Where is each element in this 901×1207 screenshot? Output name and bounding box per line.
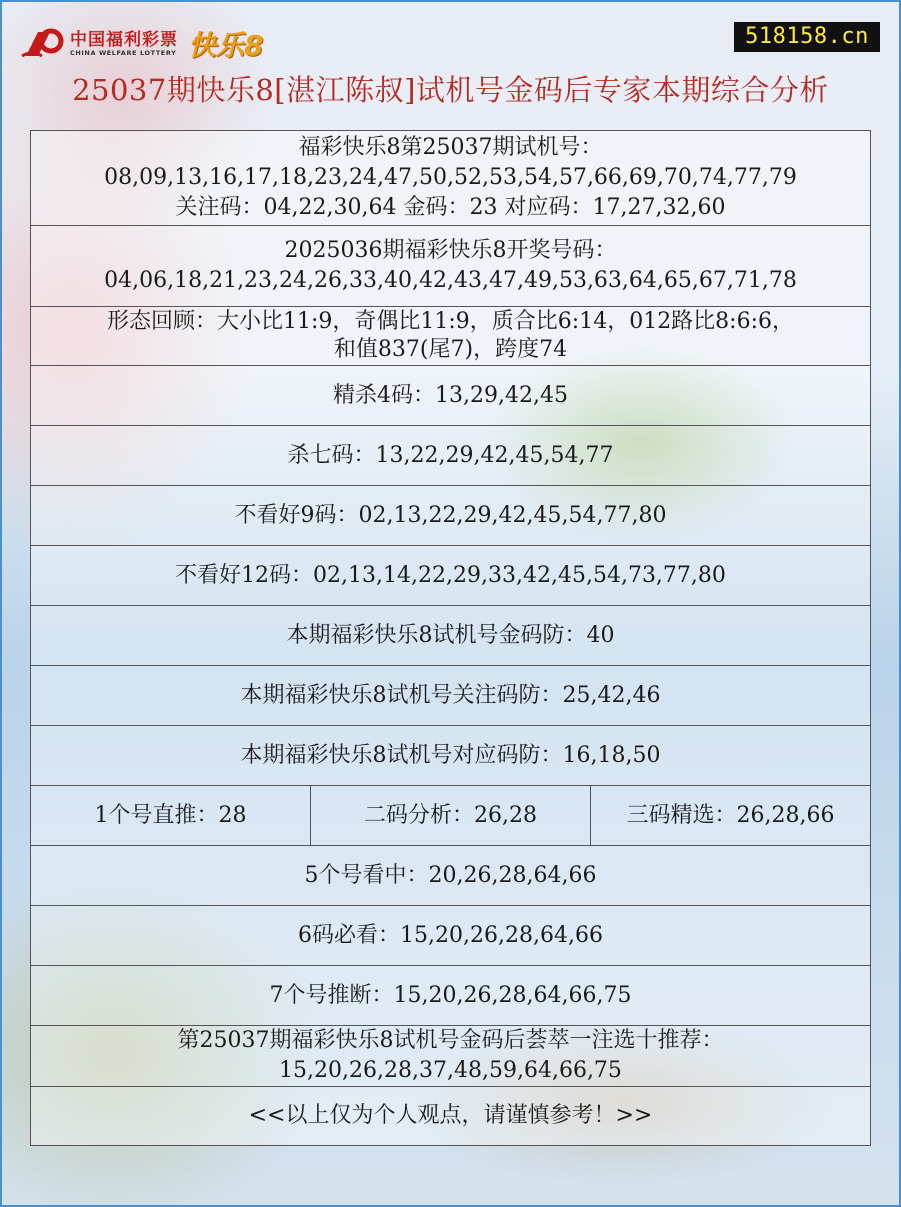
logo-chinese-text: 中国福利彩票: [70, 30, 178, 50]
page-title: 25037期快乐8[湛江陈叔]试机号金码后专家本期综合分析: [72, 73, 829, 107]
welfare-lottery-logo-icon: [20, 26, 64, 62]
bad9-row: [31, 486, 871, 546]
trial-number-cell: [31, 131, 871, 226]
gold-guard-row: [31, 606, 871, 666]
pick7-row: [31, 966, 871, 1026]
draw-numbers: 04,06,18,21,23,24,26,33,40,42,43,47,49,53,63,64,65,67,71,78: [104, 268, 797, 293]
pick10-numbers: 15,20,26,28,37,48,59,64,66,75: [279, 1058, 622, 1083]
corr-guard-row: [31, 726, 871, 786]
focus-guard-cell: 本期福彩快乐8试机号关注码防：25,42,46: [31, 666, 871, 726]
pick10-cell: [31, 1026, 871, 1087]
trial-codes: 关注码：04,22,30,64 金码：23 对应码：17,27,32,60: [175, 195, 726, 220]
pick6-cell: 6码必看：15,20,26,28,64,66: [31, 906, 871, 966]
kill7-row: [31, 426, 871, 486]
disclaimer-row: [31, 1087, 871, 1146]
kill4-cell: 精杀4码：13,29,42,45: [31, 366, 871, 426]
trial-numbers: 08,09,13,16,17,18,23,24,47,50,52,53,54,57,66,69,70,74,77,79: [104, 165, 797, 190]
picks-row: [31, 786, 871, 846]
focus-guard-row: [31, 666, 871, 726]
header: [2, 2, 899, 132]
pick6-row: [31, 906, 871, 966]
pick2-cell: 二码分析：26,28: [311, 786, 591, 846]
pattern-sum-span: 和值837(尾7)，跨度74: [333, 337, 568, 362]
corr-guard-cell: 本期福彩快乐8试机号对应码防：16,18,50: [31, 726, 871, 786]
draw-result-cell: [31, 226, 871, 307]
bad9-cell: 不看好9码：02,13,22,29,42,45,54,77,80: [31, 486, 871, 546]
trial-number-row: [31, 131, 871, 226]
gold-guard-cell: 本期福彩快乐8试机号金码防：40: [31, 606, 871, 666]
draw-heading: 2025036期福彩快乐8开奖号码：: [284, 238, 617, 263]
pick5-row: [31, 846, 871, 906]
bad12-row: [31, 546, 871, 606]
pick1-cell: 1个号直推：28: [31, 786, 311, 846]
pick7-cell: 7个号推断：15,20,26,28,64,66,75: [31, 966, 871, 1026]
lottery-logo: [20, 24, 263, 64]
pick10-row: [31, 1026, 871, 1087]
logo-english-text: CHINA WELFARE LOTTERY: [70, 49, 177, 57]
bad12-cell: 不看好12码：02,13,14,22,29,33,42,45,54,73,77,80: [31, 546, 871, 606]
kill4-row: [31, 366, 871, 426]
disclaimer-cell: <<以上仅为个人观点，请谨慎参考！>>: [31, 1087, 871, 1146]
kill7-cell: 杀七码：13,22,29,42,45,54,77: [31, 426, 871, 486]
pattern-review-row: [31, 307, 871, 366]
logo-text: [70, 31, 178, 57]
draw-result-row: [31, 226, 871, 307]
analysis-table: [30, 130, 871, 1146]
pattern-ratios: 形态回顾：大小比11:9，奇偶比11:9，质合比6:14，012路比8:6:6，: [106, 309, 795, 334]
game-logo-text: 快乐8: [188, 29, 264, 62]
pattern-review-cell: [31, 307, 871, 366]
pick5-cell: 5个号看中：20,26,28,64,66: [31, 846, 871, 906]
site-badge[interactable]: 518158.cn: [734, 22, 880, 52]
pick10-heading: 第25037期福彩快乐8试机号金码后荟萃一注选十推荐：: [177, 1028, 724, 1053]
trial-heading: 福彩快乐8第25037期试机号：: [298, 135, 603, 160]
pick3-cell: 三码精选：26,28,66: [591, 786, 871, 846]
